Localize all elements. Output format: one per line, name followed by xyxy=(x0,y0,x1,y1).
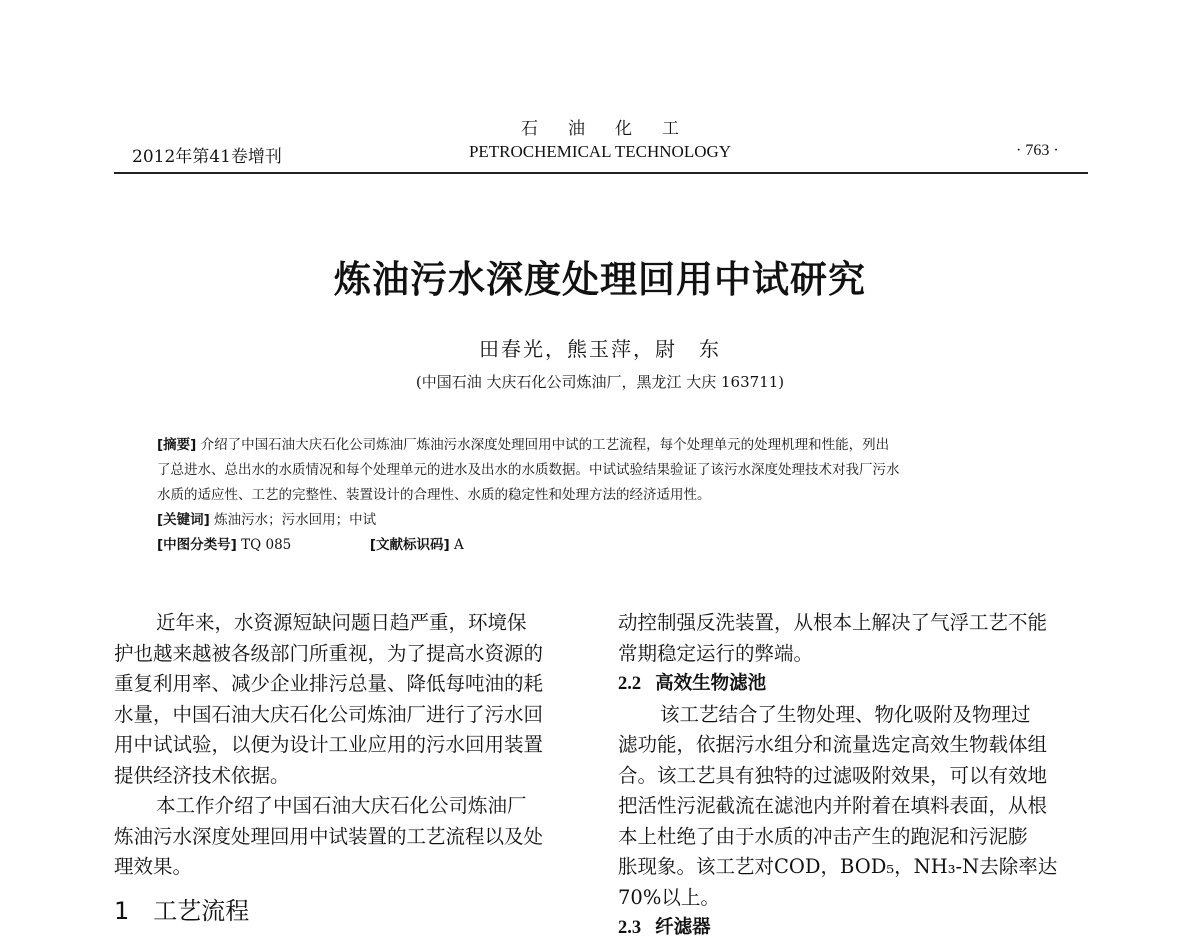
affiliation: (中国石油 大庆石化公司炼油厂，黑龙江 大庆 163711) xyxy=(415,373,785,391)
body-line: 常期稳定运行的弊端。 xyxy=(618,641,814,665)
journal-title-chinese: 石油化工 xyxy=(521,119,709,139)
body-line: 本上杜绝了由于水质的冲击产生的跑泥和污泥膨 xyxy=(618,824,1028,848)
abstract-line xyxy=(157,433,1057,458)
keywords-label: [关键词] xyxy=(157,512,210,528)
body-line: 合。该工艺具有独特的过滤吸附效果，可以有效地 xyxy=(618,763,1048,787)
doc-code-label: [文献标识码] xyxy=(369,537,450,553)
doc-code: A xyxy=(454,537,464,553)
section-heading-2-3 xyxy=(618,913,1090,944)
abstract-label: [摘要] xyxy=(157,437,197,453)
page-number: · 763 · xyxy=(1016,142,1059,159)
body-line: 炼油污水深度处理回用中试装置的工艺流程以及处 xyxy=(114,824,544,848)
right-column xyxy=(618,608,1090,944)
left-column xyxy=(114,608,584,929)
clc-code: TQ 085 xyxy=(241,537,292,553)
section-title: 高效生物滤池 xyxy=(655,673,767,694)
authors: 田春光，熊玉萍，尉 东 xyxy=(479,337,721,361)
body-line: 动控制强反洗装置，从根本上解决了气浮工艺不能 xyxy=(618,611,1048,634)
keywords-line xyxy=(157,508,1057,533)
section-heading-2-2 xyxy=(618,669,1090,700)
issue-info: 2012年第41卷增刊 xyxy=(132,147,282,167)
body-line: 水量，中国石油大庆石化公司炼油厂进行了污水回 xyxy=(114,702,544,726)
body-line: 近年来，水资源短缺问题日趋严重，环境保 xyxy=(156,611,527,634)
clc-label: [中图分类号] xyxy=(157,537,237,553)
body-line: 护也越来越被各级部门所重视，为了提高水资源的 xyxy=(114,641,544,665)
abstract-text-2: 了总进水、总出水的水质情况和每个处理单元的进水及出水的水质数据。中试试验结果验证了该污水深度处理技术对我厂污水 xyxy=(157,462,900,478)
classification-line xyxy=(157,533,1057,558)
section-number: 2.2 xyxy=(618,674,642,694)
section-heading-1: 1 工艺流程 xyxy=(114,896,250,925)
body-line: 本工作介绍了中国石油大庆石化公司炼油厂 xyxy=(156,794,527,817)
body-line: 理效果。 xyxy=(114,855,193,878)
section-title: 纤滤器 xyxy=(655,917,711,938)
body-line: 胀现象。该工艺对COD，BOD₅，NH₃-N去除率达 xyxy=(618,855,1058,878)
keywords: 炼油污水；污水回用；中试 xyxy=(214,512,377,528)
article-title: 炼油污水深度处理回用中试研究 xyxy=(334,258,866,301)
header-rule xyxy=(114,172,1088,174)
body-line: 提供经济技术依据。 xyxy=(114,763,290,787)
section-number: 2.3 xyxy=(618,918,642,938)
body-line: 滤功能，依据污水组分和流量选定高效生物载体组 xyxy=(618,733,1048,756)
abstract-text-1: 介绍了中国石油大庆石化公司炼油厂炼油污水深度处理回用中试的工艺流程，每个处理单元的处理机理和性能，列出 xyxy=(200,437,890,453)
body-line: 70%以上。 xyxy=(618,885,720,909)
journal-title-english: PETROCHEMICAL TECHNOLOGY xyxy=(468,142,732,161)
abstract-block xyxy=(157,433,1057,558)
body-line: 把活性污泥截流在滤池内并附着在填料表面，从根 xyxy=(618,794,1048,817)
abstract-text-3: 水质的适应性、工艺的完整性、装置设计的合理性、水质的稳定性和处理方法的经济适用性。 xyxy=(157,487,711,503)
body-line: 用中试试验，以便为设计工业应用的污水回用装置 xyxy=(114,733,544,756)
body-line: 该工艺结合了生物处理、物化吸附及物理过 xyxy=(660,702,1031,726)
body-line: 重复利用率、减少企业排污总量、降低每吨油的耗 xyxy=(114,672,544,695)
